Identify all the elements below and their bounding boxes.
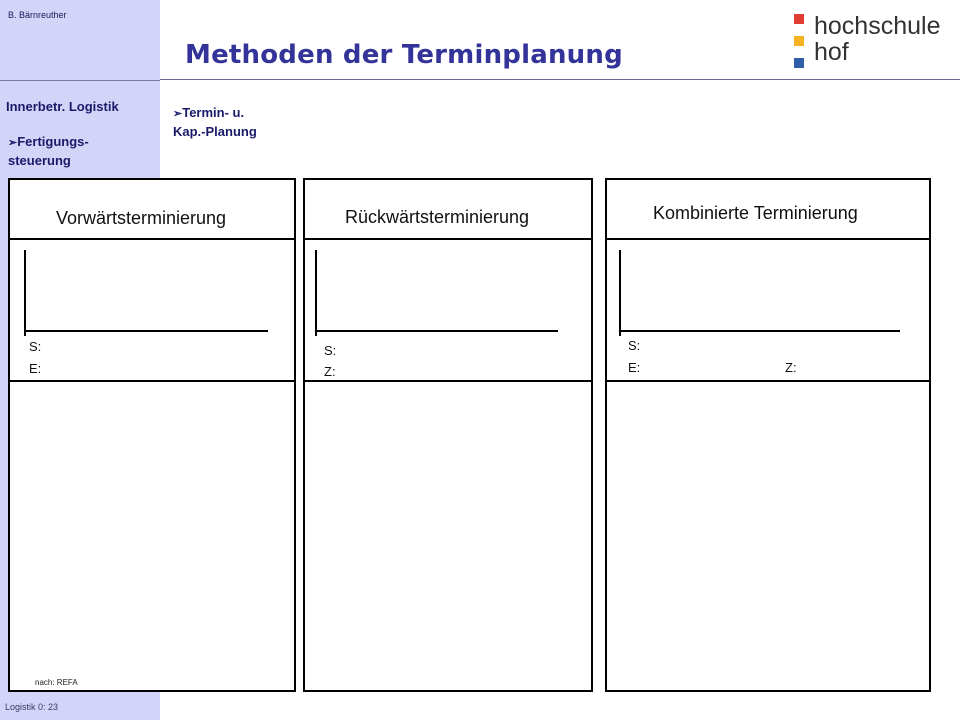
hochschule-hof-logo xyxy=(792,12,952,72)
divider xyxy=(305,238,591,240)
label-start: S: xyxy=(29,339,42,354)
arrow-bullet-icon: ➢ xyxy=(173,108,183,120)
label-target: Z: xyxy=(785,360,797,375)
panel-combined-scheduling xyxy=(605,178,931,692)
sidebar-subsection xyxy=(8,133,158,169)
label-start: S: xyxy=(628,338,641,353)
logo-text-line2: hof xyxy=(814,38,849,66)
slide-footer: Logistik 0: 23 xyxy=(5,702,59,712)
author-label: B. Bärnreuther xyxy=(8,10,67,20)
panel-title: Rückwärtsterminierung xyxy=(345,207,530,227)
sidebar-subsection-line2: steuerung xyxy=(8,153,71,168)
axis-vertical xyxy=(619,250,621,336)
breadcrumb-line2: Kap.-Planung xyxy=(173,124,257,139)
header-divider xyxy=(160,79,960,80)
logo-square-blue xyxy=(794,58,804,68)
divider xyxy=(607,380,929,382)
divider xyxy=(607,238,929,240)
panel-title: Kombinierte Terminierung xyxy=(653,203,858,223)
label-end: E: xyxy=(29,361,42,376)
label-target: Z: xyxy=(324,364,336,379)
axis-horizontal xyxy=(315,330,558,332)
arrow-bullet-icon: ➢ xyxy=(8,137,18,149)
axis-vertical xyxy=(315,250,317,336)
sidebar-divider xyxy=(0,80,160,81)
logo-square-yellow xyxy=(794,36,804,46)
page-title: Methoden der Terminplanung xyxy=(185,40,623,70)
panel-forward-scheduling xyxy=(8,178,296,692)
sidebar-section-title: Innerbetr. Logistik xyxy=(6,99,119,114)
axis-horizontal xyxy=(619,330,900,332)
breadcrumb xyxy=(173,104,323,140)
divider xyxy=(10,380,294,382)
divider xyxy=(305,380,591,382)
logo-text-line1: hochschule xyxy=(814,12,941,40)
logo-square-red xyxy=(794,14,804,24)
panel-title: Vorwärtsterminierung xyxy=(56,208,227,228)
sidebar-subsection-line1: Fertigungs- xyxy=(17,134,89,149)
source-credit: nach: REFA xyxy=(35,678,78,687)
label-start: S: xyxy=(324,343,337,358)
axis-vertical xyxy=(24,250,26,336)
divider xyxy=(10,238,294,240)
panel-backward-scheduling xyxy=(303,178,593,692)
breadcrumb-line1: Termin- u. xyxy=(182,105,245,120)
axis-horizontal xyxy=(24,330,268,332)
label-end: E: xyxy=(628,360,641,375)
